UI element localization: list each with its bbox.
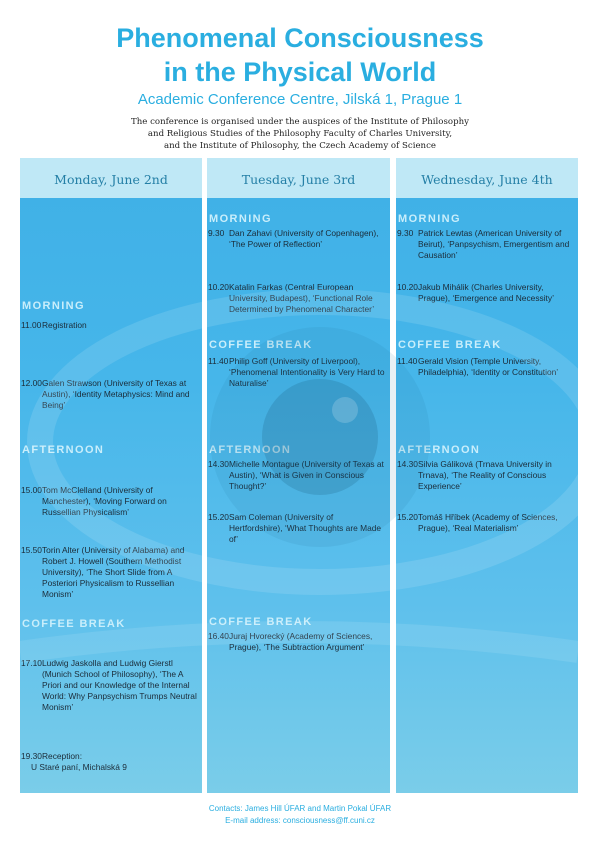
auspices-text [0, 116, 600, 152]
event-text: Tom McClelland (University of Manchester), ‘Moving Forward on Russellian Physicalism’ [42, 485, 167, 517]
section-label: COFFEE BREAK [209, 339, 313, 351]
section-label: AFTERNOON [209, 444, 292, 456]
day-column-monday [20, 158, 202, 793]
event-text: Galen Strawson (University of Texas at Austin), ‘Identity Metaphysics: Mind and Being’ [42, 378, 190, 410]
section-label: COFFEE BREAK [209, 616, 313, 628]
event-text: Tomáš Hříbek (Academy of Sciences, Prague), ‘Real Materialism’ [418, 512, 558, 533]
day-header: Wednesday, June 4th [396, 158, 578, 198]
schedule-item [208, 631, 387, 653]
schedule-item [208, 228, 387, 250]
auspices-line: The conference is organised under the auspices of the Institute of Philosophy [131, 117, 469, 127]
section-label: COFFEE BREAK [398, 339, 502, 351]
schedule-item [21, 485, 199, 518]
schedule-item [21, 545, 199, 600]
event-time: 15.20 [208, 512, 229, 522]
schedule-item [208, 512, 387, 545]
section-label: MORNING [22, 300, 85, 312]
event-time: 11.00 [21, 320, 42, 330]
event-text: Registration [42, 320, 87, 330]
event-time: 11.40 [208, 356, 229, 366]
email-line: E-mail address: consciousness@ff.cuni.cz [225, 816, 375, 825]
section-label: AFTERNOON [398, 444, 481, 456]
event-text: Gerald Vision (Temple University, Philadelphia), ‘Identity or Constitution’ [418, 356, 559, 377]
auspices-line: and the Institute of Philosophy, the Czech Academy of Science [164, 141, 436, 151]
venue: Academic Conference Centre, Jilská 1, Prague 1 [137, 91, 463, 108]
event-time: 16.40 [208, 631, 229, 641]
schedule-item [21, 378, 199, 411]
event-time: 15.20 [397, 512, 418, 522]
event-text: U Staré paní, Michalská 9 [31, 762, 127, 772]
schedule-item [21, 658, 199, 713]
event-time: 15.50 [21, 545, 42, 555]
event-text: Torin Alter (University of Alabama) and Robert J. Howell (Southern Methodist University), ‘The Short Slide from A Posteriori Physicalism to Russellian Monism’ [42, 545, 185, 599]
section-label: AFTERNOON [22, 444, 105, 456]
schedule-item [397, 512, 575, 534]
schedule-item [397, 356, 575, 378]
event-time: 12.00 [21, 378, 42, 388]
section-label: COFFEE BREAK [22, 618, 126, 630]
event-time: 9.30 [397, 228, 414, 238]
event-text: Ludwig Jaskolla and Ludwig Gierstl (Munich School of Philosophy), ‘The A Priori and our Knowledge of the Internal World: Why Panpsychism Trumps Neutral Monism’ [42, 658, 197, 712]
schedule-item [397, 459, 575, 492]
event-time: 10.20 [208, 282, 229, 292]
event-text: Silvia Gáliková (Trnava University in Trnava), ‘The Reality of Conscious Experience’ [418, 459, 552, 491]
event-time: 17.10 [21, 658, 42, 668]
event-text: Katalin Farkas (Central European University, Budapest), ‘Functional Role Determined by Phenomenal Character’ [229, 282, 375, 314]
event-text: Patrick Lewtas (American University of Beirut), ‘Panpsychism, Emergentism and Causation’ [418, 228, 570, 260]
event-text: Michelle Montague (University of Texas at Austin), ‘What is Given in Conscious Thought?’ [229, 459, 384, 491]
schedule-item [208, 282, 387, 315]
title-line-1: Phenomenal Consciousness [116, 23, 484, 53]
event-text: Sam Coleman (University of Hertfordshire), ‘What Thoughts are Made of’ [229, 512, 382, 544]
event-text: Juraj Hvorecký (Academy of Sciences, Prague), ‘The Subtraction Argument’ [229, 631, 373, 652]
schedule-item [21, 751, 199, 773]
event-time: 19.30 [21, 751, 42, 761]
event-time: 14.30 [397, 459, 418, 469]
day-header: Tuesday, June 3rd [207, 158, 390, 198]
day-header: Monday, June 2nd [20, 158, 202, 198]
event-text: Philip Goff (University of Liverpool), ‘Phenomenal Intentionality is Very Hard to Naturalise’ [229, 356, 385, 388]
event-time: 14.30 [208, 459, 229, 469]
event-text: Jakub Mihálik (Charles University, Prague), ‘Emergence and Necessity’ [418, 282, 554, 303]
event-time: 9.30 [208, 228, 225, 238]
section-label: MORNING [209, 213, 272, 225]
event-text: Reception: [42, 751, 83, 761]
schedule-item [397, 282, 575, 304]
event-time: 11.40 [397, 356, 418, 366]
event-time: 15.00 [21, 485, 42, 495]
auspices-line: and Religious Studies of the Philosophy Faculty of Charles University, [147, 129, 453, 139]
title-line-2: in the Physical World [163, 57, 437, 87]
contacts-line: Contacts: James Hill ÚFAR and Martin Pokal ÚFAR [208, 804, 392, 813]
day-column-tuesday [207, 158, 390, 793]
day-column-wednesday [396, 158, 578, 793]
event-text: Dan Zahavi (University of Copenhagen), ‘The Power of Reflection’ [229, 228, 379, 249]
schedule-item [21, 320, 199, 331]
schedule-item [208, 459, 387, 492]
event-time: 10.20 [397, 282, 418, 292]
schedule-item [397, 228, 575, 261]
schedule-item [208, 356, 387, 389]
section-label: MORNING [398, 213, 461, 225]
